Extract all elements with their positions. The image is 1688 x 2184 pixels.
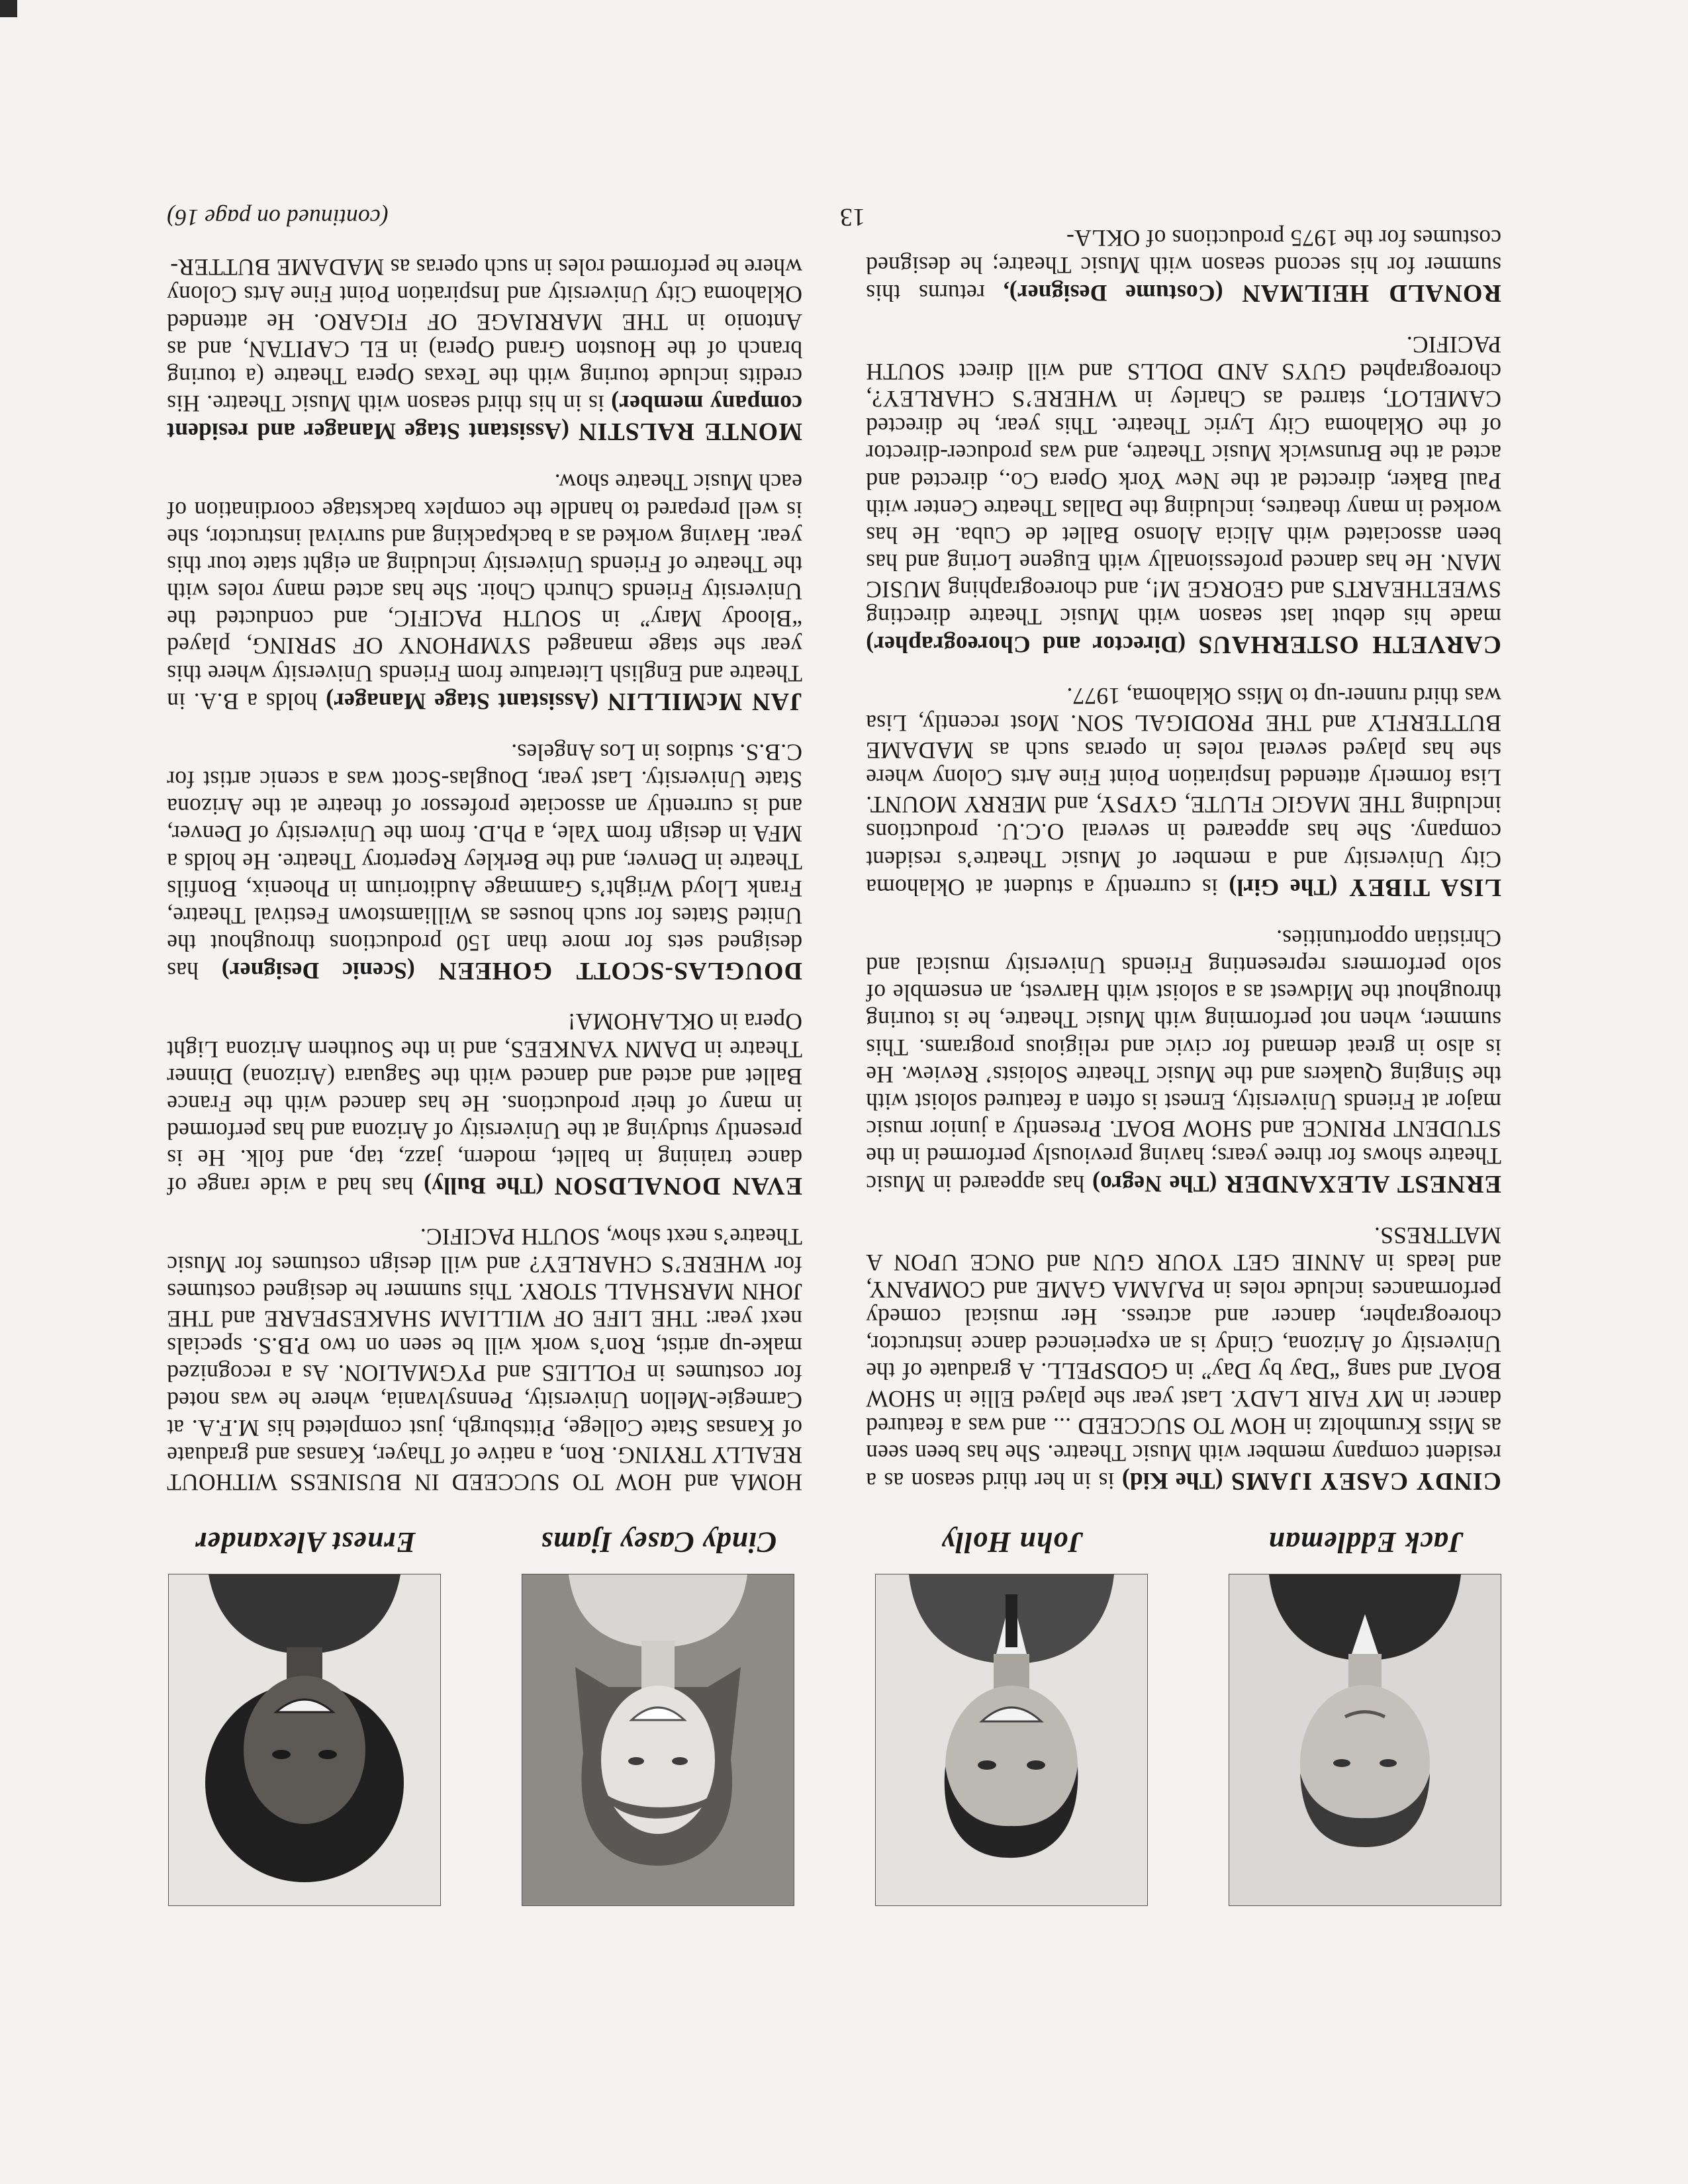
bio-role: (Costume Designer), [1003,280,1223,307]
page-number: 13 [840,203,865,231]
bio-ronald-heilman-continued [167,1223,802,1496]
bio-role: (Assistant Stage Manager) [325,688,599,715]
bio-name: JAN McMILLIN [606,687,802,715]
right-column [167,204,802,1496]
bio-carveth-osterhaus [866,331,1501,660]
portrait-photo-icon [1229,1574,1501,1905]
left-column [866,202,1501,1496]
bio-cindy-casey-ijams [866,1221,1501,1496]
bio-role: (The Kid) [1121,1468,1223,1494]
bio-name: CARVETH OSTERHAUS [1197,631,1501,659]
bio-role: (The Girl) [1229,874,1338,901]
bio-text: holds a B.A. in Theatre and English Literature from Friends University where this year she stage managed SYMPHONY OF SPRING, played “Bloody Mary” in SOUTH PACIFIC, and conducted the University Friends Church Choir. She has acted many roles with the Theatre of Friends University including an eight state tour this year. Having worked as a backpacking and survival instructor, she is well prepared to handle the complex backstage coordination of each Music Theatre show. [167,469,802,715]
photo-caption: Jack Eddleman [1268,1526,1464,1559]
bio-text: made his debut last season with Music Theatre directing SWEETHEARTS and GEORGE M!, and choreographing MUSIC MAN. He has danced professionally with Eugene Loring and has been associated with Alicia Alonso Ballet de Cuba. He has worked in many theatres, including the Dallas Theatre Center with Paul Baker, directed at the New York Opera Co., directed and acted at the Brunswick Music Theatre, and was producer-director of the Oklahoma City Lyric Theatre. This year, he directed CAMELOT, starred as Charley in WHERE’S CHARLEY?, choreographed GUYS AND DOLLS and will direct SOUTH PACIFIC. [866,331,1501,631]
photo-ernest-alexander [168,1574,441,1906]
portrait-photo-icon [876,1574,1147,1905]
bio-role: (Assistant Stage Manager and resident company member) [166,390,802,445]
bio-text: returns this summer for his second season with Music Theatre; he designed costumes for the 1975 productions of OKLA- [866,225,1501,307]
photo-caption: Cindy Casey Ijams [540,1526,777,1559]
bio-role: (The Negro) [1092,1171,1217,1198]
bio-text: has designed sets for more than 150 productions throughout the United States for such houses as Williamstown Festival Theatre, Frank Lloyd Wright’s Gammage Auditorium in Phoenix, Bonfils Theatre in Denver, and the Berkley Repertory Theatre. He holds a MFA in design from Yale, a Ph.D. from the University of Denver, and is currently an associate professor of theatre at the Arizona State University. Last year, Douglas-Scott was a scenic artist for C.B.S. studios in Los Angeles. [166,739,802,985]
bio-monte-ralstin [167,253,802,446]
bio-text: has appeared in Music Theatre shows for three years; having previously performed in the STUDENT PRINCE and SHOW BOAT. Presently a junior music major at Friends University, Ernest is often a featured soloist with the Singing Quakers and the Music Theatre Soloists’ Review. He is also in great demand for civic and religious programs. This summer, when not performing with Music Theatre, he is touring throughout the Midwest as a soloist with Harvest, an ensemble of solo performers representing Friends University musical and Christian opportunities. [865,925,1501,1198]
portrait-photo-icon [522,1574,794,1905]
bio-name: EVAN DONALDSON [553,1172,802,1201]
bio-text: is in his third season with Music Theatre. His credits include touring with the Texas Opera Theatre (a touring branch of the Houston Grand Opera) in EL CAPITAN, and as Antonio in THE MARRIAGE OF FIGARO. He attended Oklahoma City University and Inspiration Point Fine Arts Colony where he performed roles in such operas as MADAME BUTTER- [167,254,802,418]
bio-role: (Director and Choreographer) [866,631,1186,659]
continued-note: (continued on page 16) [167,205,389,232]
photo-cindy-casey-ijams [522,1574,794,1906]
photo-caption: Ernest Alexander [195,1526,416,1559]
bio-douglas-scott-goheen [167,739,802,985]
portrait-photo-icon [169,1574,440,1905]
bio-name: CINDY CASEY IJAMS [1230,1467,1501,1495]
scan-edge [0,0,17,17]
photo-caption: John Holly [941,1526,1084,1559]
bio-name: ERNEST ALEXANDER [1224,1170,1501,1199]
bio-role: (Scenic Designer) [221,958,415,985]
bio-name: LISA TIBEY [1348,873,1501,901]
bio-ernest-alexander [866,925,1501,1199]
bio-text: is currently a student at Oklahoma City University and a member of Music Theatre’s resident company. She has appeared in several O.C.U. productions including THE MAGIC FLUTE, GYPSY, and MERRY MOUNT. Lisa formerly attended Inspiration Point Fine Arts Colony where she has played several roles in operas such as MADAME BUTTERFLY and THE PRODIGAL SON. Most recently, Lisa was third runner-up to Miss Oklahoma, 1977. [866,682,1501,901]
bio-text: is in her third season as a resident company member with Music Theatre. She has been seen as Miss Krumholtz in HOW TO SUCCEED ... and was a featured dancer in MY FAIR LADY. Last year she played Ellie in SHOW BOAT and sang “Day by Day” in GODSPELL. A graduate of the University of Arizona, Cindy is an experienced dance instructor, choreographer, dancer and actress. Her musical comedy performances include roles in PAJAMA GAME and COMPANY, and leads in ANNIE GET YOUR GUN and ONCE UPON A MATTRESS. [866,1222,1501,1494]
bio-ronald-heilman [866,224,1501,308]
bio-role: (The Bully) [423,1173,544,1200]
bio-evan-donaldson [167,1008,802,1201]
bio-name: RONALD HEILMAN [1241,279,1501,308]
bio-name: DOUGLAS-SCOTT GOHEEN [438,957,802,985]
photo-jack-eddleman [1229,1574,1501,1906]
bio-lisa-tibey [866,682,1501,901]
bio-name: MONTE RALSTIN [577,418,802,446]
photo-john-holly [875,1574,1148,1906]
bio-text: HOMA and HOW TO SUCCEED IN BUSINESS WITHOUT REALLY TRYING. Ron, a native of Thayer, Kansas and graduate of Kansas State College, Pittsburgh, just completed his M.F.A. at Carnegie-Mellon University, Pennsylvania, where he was noted for costumes in FOLLIES and PYGMALION. As a recognized make-up artist, Ron’s work will be seen on two P.B.S. specials next year: THE LIFE OF WILLIAM SHAKESPEARE and THE JOHN MARSHALL STORY. This summer he designed costumes for WHERE’S CHARLEY? and will design costumes for Music Theatre’s next show, SOUTH PACIFIC. [167,1224,802,1496]
bio-jan-mcmillin [167,469,802,715]
bio-text: has had a wide range of dance training in ballet, modern, jazz, tap, and folk. He is presently studying at the University of Arizona and has performed in many of their productions. He has danced with the France Ballet and acted and danced with the Saguara (Arizona) Dinner Theatre in DAMN YANKEES, and in the Southern Arizona Light Opera in OKLAHOMA! [167,1009,802,1200]
